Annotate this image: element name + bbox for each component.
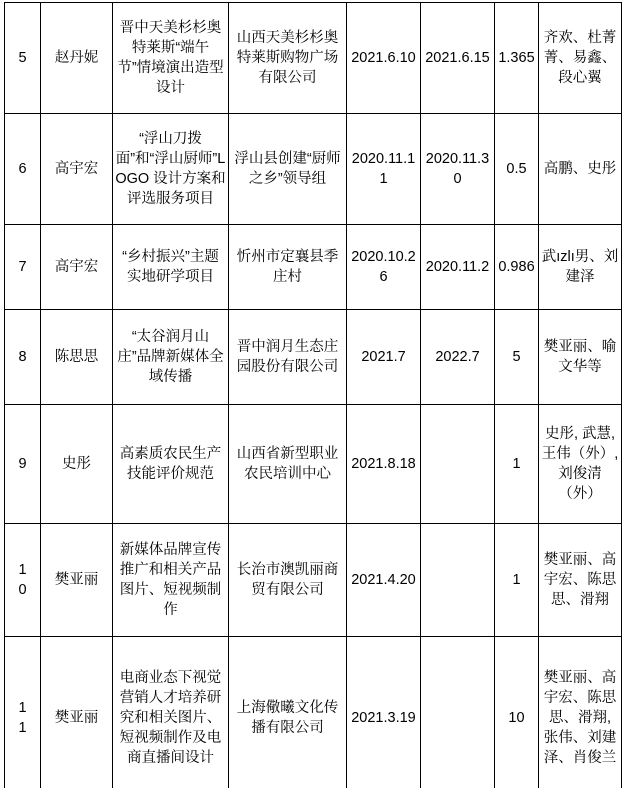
cell-开始时间: 2021.3.19 [347,637,421,788]
cell-项目组成员: 樊亚丽、高宇宏、陈思思、滑翔 [539,524,622,637]
cell-委托单位: 山西省新型职业农民培训中心 [229,405,347,524]
cell-结束时间: 2020.11.2 [421,225,495,310]
cell-序号: 5 [5,3,41,114]
cell-项目名称: “太谷润月山庄”品牌新媒体全域传播 [113,310,229,405]
cell-序号: 7 [5,225,41,310]
cell-金额: 0.5 [495,114,539,225]
cell-项目名称: “乡村振兴”主题实地研学项目 [113,225,229,310]
cell-负责人: 赵丹妮 [41,3,113,114]
cell-负责人: 樊亚丽 [41,637,113,788]
cell-结束时间: 2021.6.15 [421,3,495,114]
cell-委托单位: 上海儆曦文化传播有限公司 [229,637,347,788]
cell-委托单位: 山西天美杉杉奥特莱斯购物广场有限公司 [229,3,347,114]
cell-项目组成员: 樊亚丽、高宇宏、陈思思、滑翔, 张伟、刘建泽、肖俊兰 [539,637,622,788]
table-row [5,114,622,225]
table-row [5,405,622,524]
cell-金额: 10 [495,637,539,788]
cell-金额: 1 [495,405,539,524]
cell-结束时间 [421,524,495,637]
table-row [5,637,622,788]
cell-负责人: 高宇宏 [41,114,113,225]
cell-序号: 8 [5,310,41,405]
cell-序号: 6 [5,114,41,225]
cell-项目名称: 高素质农民生产技能评价规范 [113,405,229,524]
cell-委托单位: 长治市澳凯丽商贸有限公司 [229,524,347,637]
table-row [5,524,622,637]
cell-项目组成员: 齐欢、杜菁菁、易鑫、段心翼 [539,3,622,114]
cell-项目名称: 晋中天美杉杉奥特莱斯“端午节”情境演出造型设计 [113,3,229,114]
cell-项目名称: “浮山刀拨面”和“浮山厨师”LOGO 设计方案和评选服务项目 [113,114,229,225]
cell-项目组成员: 史彤, 武慧, 王伟（外）, 刘俊清（外） [539,405,622,524]
table-row [5,225,622,310]
cell-项目名称: 新媒体品牌宣传推广和相关产品图片、短视频制作 [113,524,229,637]
cell-项目组成员: 高鹏、史彤 [539,114,622,225]
cell-负责人: 樊亚丽 [41,524,113,637]
cell-结束时间 [421,637,495,788]
cell-委托单位: 浮山县创建“厨师之乡”领导组 [229,114,347,225]
project-table [4,2,622,788]
cell-结束时间 [421,405,495,524]
cell-序号: 11 [5,637,41,788]
cell-金额: 0.986 [495,225,539,310]
cell-项目组成员: 樊亚丽、喻文华等 [539,310,622,405]
cell-开始时间: 2021.6.10 [347,3,421,114]
cell-项目名称: 电商业态下视觉营销人才培养研究和相关图片、短视频制作及电商直播间设计 [113,637,229,788]
cell-金额: 1 [495,524,539,637]
cell-开始时间: 2021.7 [347,310,421,405]
cell-委托单位: 晋中润月生态庄园股份有限公司 [229,310,347,405]
cell-开始时间: 2020.10.26 [347,225,421,310]
cell-开始时间: 2020.11.11 [347,114,421,225]
cell-结束时间: 2020.11.30 [421,114,495,225]
cell-金额: 5 [495,310,539,405]
cell-结束时间: 2022.7 [421,310,495,405]
cell-负责人: 史彤 [41,405,113,524]
cell-序号: 10 [5,524,41,637]
table-row [5,3,622,114]
cell-序号: 9 [5,405,41,524]
cell-项目组成员: 武ızlı男、刘建泽 [539,225,622,310]
cell-负责人: 陈思思 [41,310,113,405]
table-row [5,310,622,405]
cell-负责人: 高宇宏 [41,225,113,310]
cell-开始时间: 2021.4.20 [347,524,421,637]
cell-委托单位: 忻州市定襄县季庄村 [229,225,347,310]
cell-金额: 1.365 [495,3,539,114]
cell-开始时间: 2021.8.18 [347,405,421,524]
